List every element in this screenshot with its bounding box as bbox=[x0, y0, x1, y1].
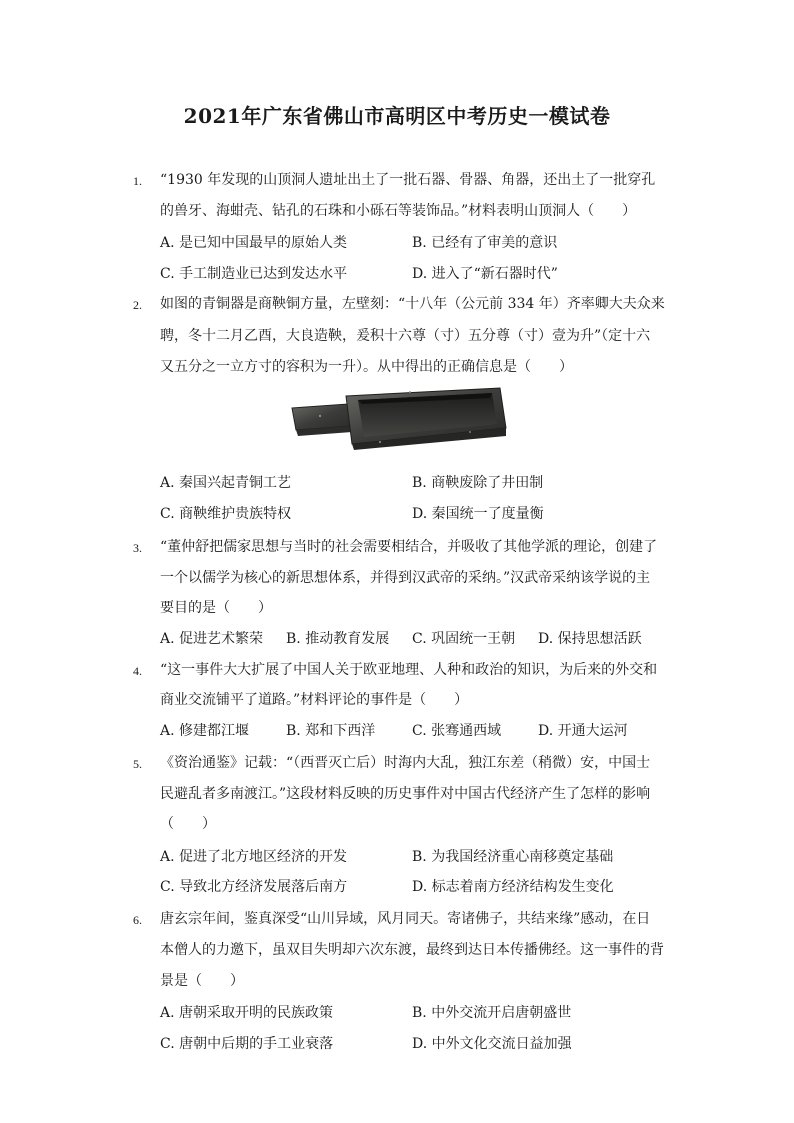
question-text-line: 的兽牙、海蚶壳、钻孔的石珠和小砾石等装饰品。”材料表明山顶洞人（ ） bbox=[160, 203, 637, 219]
option-b: B. 推动教育发展 bbox=[286, 631, 390, 647]
option-a: A. 促进了北方地区经济的开发 bbox=[160, 849, 348, 865]
question-text-line: 商业交流铺平了道路。”材料评论的事件是（ ） bbox=[160, 692, 469, 708]
question-number: 4. bbox=[133, 664, 142, 678]
option-a: A. 促进艺术繁荣 bbox=[160, 631, 264, 647]
option-a: A. 修建都江堰 bbox=[160, 723, 250, 739]
option-c: C. 商鞅维护贵族特权 bbox=[160, 506, 292, 522]
option-d: D. 保持思想活跃 bbox=[538, 631, 642, 647]
option-c: C. 张骞通西域 bbox=[412, 723, 502, 739]
question-number: 1. bbox=[133, 174, 142, 188]
option-d: D. 秦国统一了度量衡 bbox=[412, 506, 544, 522]
option-d: D. 开通大运河 bbox=[538, 723, 628, 739]
option-a: A. 秦国兴起青铜工艺 bbox=[160, 475, 292, 491]
option-a: A. 唐朝采取开明的民族政策 bbox=[160, 1005, 334, 1021]
question-text-line: 聘，冬十二月乙酉，大良造鞅，爰积十六尊（寸）五分尊（寸）壹为升”（定十六 bbox=[160, 328, 651, 344]
question-text-line: 本僧人的力邀下，虽双目失明却六次东渡，最终到达日本传播佛经。这一事件的背 bbox=[160, 942, 664, 958]
question-text-line: “这一事件大大扩展了中国人关于欧亚地理、人种和政治的知识，为后来的外交和 bbox=[160, 662, 658, 678]
question-text-line: 又五分之一立方寸的容积为一升）。从中得出的正确信息是（ ） bbox=[160, 359, 573, 375]
option-c: C. 手工制造业已达到发达水平 bbox=[160, 266, 348, 282]
question-number: 3. bbox=[133, 541, 142, 555]
question-text-line: 唐玄宗年间，鉴真深受“山川异域，风月同天。寄诸佛子，共结来缘”感动，在日 bbox=[160, 911, 651, 927]
option-b: B. 为我国经济重心南移奠定基础 bbox=[412, 849, 614, 865]
question-text-line: 一个以儒学为核心的新思想体系，并得到汉武帝的采纳。”汉武帝采纳该学说的主 bbox=[160, 570, 651, 586]
question-text-line: （ ） bbox=[160, 816, 216, 832]
question-number: 6. bbox=[133, 913, 142, 927]
option-c: C. 唐朝中后期的手工业衰落 bbox=[160, 1036, 334, 1052]
question-text-line: 《资治通鉴》记载：“（西晋灭亡后）时海内大乱，独江东差（稍微）安，中国士 bbox=[160, 755, 651, 771]
option-d: D. 中外文化交流日益加强 bbox=[412, 1036, 572, 1052]
question-number: 5. bbox=[133, 757, 142, 771]
option-b: B. 已经有了审美的意识 bbox=[412, 235, 558, 251]
page-title: 2021年广东省佛山市高明区中考历史一模试卷 bbox=[183, 104, 611, 128]
question-text-line: 民避乱者多南渡江。”这段材料反映的历史事件对中国古代经济产生了怎样的影响 bbox=[160, 786, 651, 802]
option-c: C. 导致北方经济发展落后南方 bbox=[160, 879, 348, 895]
question-text-line: 要目的是（ ） bbox=[160, 600, 272, 616]
question-text-line: 景是（ ） bbox=[160, 973, 244, 989]
question-text-line: 如图的青铜器是商鞅铜方量，左壁刻：“十八年（公元前 334 年）齐率卿大夫众来 bbox=[160, 296, 665, 312]
bronze-square-measure-image bbox=[290, 382, 508, 450]
option-c: C. 巩固统一王朝 bbox=[412, 631, 516, 647]
option-d: D. 标志着南方经济结构发生变化 bbox=[412, 879, 614, 895]
option-d: D. 进入了“新石器时代” bbox=[412, 266, 558, 282]
option-b: B. 中外交流开启唐朝盛世 bbox=[412, 1005, 572, 1021]
question-text-line: “1930 年发现的山顶洞人遗址出土了一批石器、骨器、角器，还出土了一批穿孔 bbox=[160, 172, 656, 188]
option-a: A. 是已知中国最早的原始人类 bbox=[160, 235, 348, 251]
question-text-line: “董仲舒把儒家思想与当时的社会需要相结合，并吸收了其他学派的理论，创建了 bbox=[160, 539, 658, 555]
question-number: 2. bbox=[133, 298, 142, 312]
option-b: B. 商鞅废除了井田制 bbox=[412, 475, 544, 491]
option-b: B. 郑和下西洋 bbox=[286, 723, 376, 739]
